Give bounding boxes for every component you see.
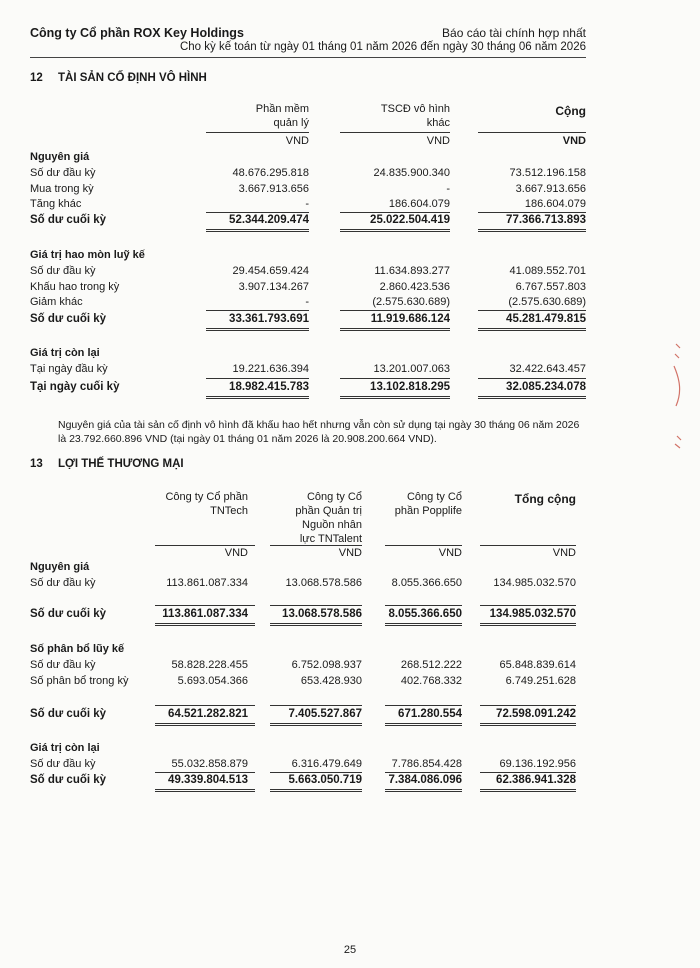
s12-unit-2: VND xyxy=(426,135,450,147)
s13-cost-row-v1: 113.861.087.334 xyxy=(166,577,248,589)
s13-alloc-sum-rule xyxy=(270,705,362,706)
s12-amort-row-label: Khấu hao trong kỳ xyxy=(30,281,120,293)
s12-amort-row-v1: 29.454.659.424 xyxy=(232,265,309,277)
s12-cost-row-v2: - xyxy=(446,183,450,195)
s13-col3-header: Công ty Cổ phần Popplife xyxy=(394,491,462,517)
s13-nbv-total-label: Số dư cuối kỳ xyxy=(30,774,107,786)
s13-cost-double-rule xyxy=(480,623,576,626)
s12-col3-rule xyxy=(478,132,586,133)
s13-unit-2: VND xyxy=(338,547,362,559)
s12-cost-double-rule xyxy=(478,229,586,232)
s13-alloc-total-v4: 72.598.091.242 xyxy=(496,708,576,720)
s12-amort-row-v2: 11.634.893.277 xyxy=(374,265,450,277)
s13-nbv-sum-rule xyxy=(385,772,462,773)
s13-cost-row-v2: 13.068.578.586 xyxy=(285,577,362,589)
s12-amort-double-rule xyxy=(340,328,450,331)
s12-amort-row-v3: 41.089.552.701 xyxy=(509,265,586,277)
s13-cost-sum-rule xyxy=(155,605,255,606)
s13-alloc-row-v1: 5.693.054.366 xyxy=(177,675,248,687)
s12-nbv-sum-rule xyxy=(206,378,309,379)
s12-amort-row-v2: 2.860.423.536 xyxy=(379,281,450,293)
s13-alloc-row-v2: 6.752.098.937 xyxy=(291,659,362,671)
s13-cost-total-label: Số dư cuối kỳ xyxy=(30,608,107,620)
s13-cost-row-label: Số dư đầu kỳ xyxy=(30,577,96,589)
s13-header-rule xyxy=(385,545,462,546)
s12-amort-row-v1: 3.907.134.267 xyxy=(238,281,309,293)
s12-amort-sum-rule xyxy=(340,310,450,311)
s13-alloc-double-rule xyxy=(480,723,576,726)
s13-cost-total-v4: 134.985.032.570 xyxy=(489,608,576,620)
s13-nbv-row-v4: 69.136.192.956 xyxy=(499,758,576,770)
s12-amort-double-rule xyxy=(478,328,586,331)
s13-alloc-double-rule xyxy=(270,723,362,726)
s13-header-rule xyxy=(155,545,255,546)
s12-cost-row-v1: - xyxy=(305,198,309,210)
s12-cost-row-v2: 186.604.079 xyxy=(388,198,450,210)
s12-unit-1: VND xyxy=(285,135,309,147)
s12-cost-row-v2: 24.835.900.340 xyxy=(373,167,450,179)
s12-unit-3: VND xyxy=(562,135,586,147)
s13-nbv-total-v4: 62.386.941.328 xyxy=(496,774,576,786)
s12-amort-total-v3: 45.281.479.815 xyxy=(506,313,586,325)
s12-nbv-row-v2: 13.201.007.063 xyxy=(373,363,450,375)
s13-nbv-double-rule xyxy=(385,789,462,792)
s12-nbv-row-label: Tại ngày đầu kỳ xyxy=(30,363,108,375)
s13-nbv-sum-rule xyxy=(270,772,362,773)
s12-amort-row-v3: 6.767.557.803 xyxy=(515,281,586,293)
s13-cost-row-v4: 134.985.032.570 xyxy=(493,577,576,589)
s12-amort-row-v3: (2.575.630.689) xyxy=(508,296,586,308)
s12-col3-header: Cộng xyxy=(555,104,586,118)
s13-cost-sum-rule xyxy=(480,605,576,606)
stamp-mark xyxy=(670,340,688,450)
s12-cost-row-v3: 3.667.913.656 xyxy=(515,183,586,195)
s13-alloc-row-v4: 65.848.839.614 xyxy=(499,659,576,671)
section-13-heading xyxy=(30,458,184,470)
header-rule xyxy=(30,57,586,58)
s13-cost-total-v2: 13.068.578.586 xyxy=(282,608,362,620)
s13-col1-header: Công ty Cổ phần TNTech xyxy=(165,491,248,517)
s13-alloc-total-v3: 671.280.554 xyxy=(398,708,462,720)
s12-cost-sum-rule xyxy=(478,212,586,213)
s12-nbv-total-v2: 13.102.818.295 xyxy=(370,381,450,393)
s13-nbv-row-v3: 7.786.854.428 xyxy=(391,758,462,770)
s12-amort-total-v1: 33.361.793.691 xyxy=(229,313,309,325)
s12-cost-total-v1: 52.344.209.474 xyxy=(229,214,309,226)
s12-cost-total-label: Số dư cuối kỳ xyxy=(30,214,107,226)
section-13-title: LỢI THẾ THƯƠNG MẠI xyxy=(58,458,184,470)
s12-cost-row-v1: 3.667.913.656 xyxy=(238,183,309,195)
s13-cost-sum-rule xyxy=(385,605,462,606)
s12-amort-row-label: Số dư đầu kỳ xyxy=(30,265,96,277)
s13-alloc-title: Số phân bổ lũy kế xyxy=(30,643,125,655)
s12-amort-total-v2: 11.919.686.124 xyxy=(370,313,450,325)
s13-col2-header: Công ty Cổ phần Quản trị Nguồn nhân lực TNTalent xyxy=(295,491,362,545)
s13-alloc-sum-rule xyxy=(480,705,576,706)
s13-cost-double-rule xyxy=(155,623,255,626)
s12-cost-double-rule xyxy=(206,229,309,232)
s12-cost-total-v2: 25.022.504.419 xyxy=(370,214,450,226)
s13-cost-double-rule xyxy=(270,623,362,626)
section-13-number: 13 xyxy=(30,458,43,470)
section-12-number: 12 xyxy=(30,72,43,84)
s13-alloc-double-rule xyxy=(385,723,462,726)
s13-nbv-row-label: Số dư đầu kỳ xyxy=(30,758,96,770)
s13-alloc-total-label: Số dư cuối kỳ xyxy=(30,708,107,720)
s12-amort-sum-rule xyxy=(206,310,309,311)
s13-unit-1: VND xyxy=(224,547,248,559)
page-number: 25 xyxy=(343,944,357,956)
s12-cost-total-v3: 77.366.713.893 xyxy=(506,214,586,226)
s13-nbv-sum-rule xyxy=(155,772,255,773)
s12-nbv-row-v1: 19.221.636.394 xyxy=(232,363,309,375)
s13-alloc-sum-rule xyxy=(155,705,255,706)
s12-cost-row-label: Mua trong kỳ xyxy=(30,183,94,195)
s12-col1-rule xyxy=(206,132,309,133)
section-12-title: TÀI SẢN CỐ ĐỊNH VÔ HÌNH xyxy=(58,72,207,84)
s13-cost-total-v3: 8.055.366.650 xyxy=(388,608,462,620)
s12-cost-sum-rule xyxy=(206,212,309,213)
report-title: Báo cáo tài chính hợp nhất xyxy=(442,26,586,40)
s13-alloc-sum-rule xyxy=(385,705,462,706)
s13-nbv-row-v1: 55.032.858.879 xyxy=(171,758,248,770)
s12-nbv-title: Giá trị còn lại xyxy=(30,347,100,359)
s13-col4-header: Tổng cộng xyxy=(514,492,576,506)
s13-nbv-double-rule xyxy=(270,789,362,792)
s12-cost-row-v3: 73.512.196.158 xyxy=(509,167,586,179)
s13-alloc-double-rule xyxy=(155,723,255,726)
s13-alloc-row-v1: 58.828.228.455 xyxy=(171,659,248,671)
s12-cost-row-v1: 48.676.295.818 xyxy=(232,167,309,179)
s12-nbv-total-v1: 18.982.415.783 xyxy=(229,381,309,393)
s13-unit-3: VND xyxy=(438,547,462,559)
s13-nbv-total-v2: 5.663.050.719 xyxy=(288,774,362,786)
s13-alloc-row-v4: 6.749.251.628 xyxy=(505,675,576,687)
s12-nbv-sum-rule xyxy=(478,378,586,379)
s13-cost-title: Nguyên giá xyxy=(30,561,90,573)
s13-nbv-double-rule xyxy=(480,789,576,792)
s12-nbv-total-label: Tại ngày cuối kỳ xyxy=(30,381,120,393)
s12-cost-row-label: Tăng khác xyxy=(30,198,82,210)
s12-amort-sum-rule xyxy=(478,310,586,311)
s12-cost-sum-rule xyxy=(340,212,450,213)
s13-alloc-row-label: Số dư đầu kỳ xyxy=(30,659,96,671)
s12-amort-total-label: Số dư cuối kỳ xyxy=(30,313,107,325)
s12-col2-rule xyxy=(340,132,450,133)
s13-nbv-row-v2: 6.316.479.649 xyxy=(291,758,362,770)
s13-alloc-total-v1: 64.521.282.821 xyxy=(168,708,248,720)
s12-amort-double-rule xyxy=(206,328,309,331)
s13-alloc-row-v3: 402.768.332 xyxy=(400,675,462,687)
s12-nbv-double-rule xyxy=(340,396,450,399)
s12-nbv-double-rule xyxy=(206,396,309,399)
s13-nbv-total-v1: 49.339.804.513 xyxy=(168,774,248,786)
s12-cost-double-rule xyxy=(340,229,450,232)
section-12-heading xyxy=(30,72,207,84)
s12-cost-row-v3: 186.604.079 xyxy=(524,198,586,210)
s13-nbv-sum-rule xyxy=(480,772,576,773)
s13-alloc-row-v3: 268.512.222 xyxy=(400,659,462,671)
s12-col1-header: Phần mềm quản lý xyxy=(255,103,309,129)
s12-note: Nguyên giá của tài sản cố định vô hình đã khấu hao hết nhưng vẫn còn sử dụng tại ngày 30 tháng 06 năm 2026 là 23.792.660.896 VND (tại ngày 01 tháng 01 năm 2026 là 20.908.200.664 VND). xyxy=(58,419,580,445)
s13-header-rule xyxy=(270,545,362,546)
s13-cost-sum-rule xyxy=(270,605,362,606)
s12-col2-header: TSCĐ vô hình khác xyxy=(380,103,450,129)
s12-nbv-total-v3: 32.085.234.078 xyxy=(506,381,586,393)
s13-unit-4: VND xyxy=(552,547,576,559)
s13-alloc-row-label: Số phân bổ trong kỳ xyxy=(30,675,129,687)
s12-cost-row-label: Số dư đầu kỳ xyxy=(30,167,96,179)
s12-nbv-double-rule xyxy=(478,396,586,399)
company-name: Công ty Cổ phần ROX Key Holdings xyxy=(30,26,244,40)
s12-nbv-sum-rule xyxy=(340,378,450,379)
s12-nbv-row-v3: 32.422.643.457 xyxy=(509,363,586,375)
s13-alloc-row-v2: 653.428.930 xyxy=(300,675,362,687)
s12-amort-title: Giá trị hao mòn luỹ kế xyxy=(30,249,145,261)
s12-cost-title: Nguyên giá xyxy=(30,151,90,163)
s13-nbv-title: Giá trị còn lại xyxy=(30,742,100,754)
s13-cost-double-rule xyxy=(385,623,462,626)
s13-nbv-double-rule xyxy=(155,789,255,792)
s13-header-rule xyxy=(480,545,576,546)
s12-amort-row-label: Giảm khác xyxy=(30,296,83,308)
s13-nbv-total-v3: 7.384.086.096 xyxy=(388,774,462,786)
s12-amort-row-v1: - xyxy=(305,296,309,308)
s12-amort-row-v2: (2.575.630.689) xyxy=(372,296,450,308)
report-period: Cho kỳ kế toán từ ngày 01 tháng 01 năm 2026 đến ngày 30 tháng 06 năm 2026 xyxy=(179,41,586,53)
s13-cost-total-v1: 113.861.087.334 xyxy=(162,608,248,620)
s13-cost-row-v3: 8.055.366.650 xyxy=(391,577,462,589)
s13-alloc-total-v2: 7.405.527.867 xyxy=(288,708,362,720)
